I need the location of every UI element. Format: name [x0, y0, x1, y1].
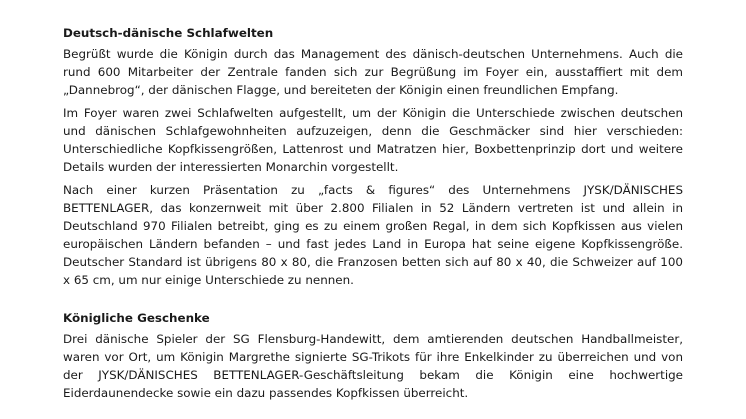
section-geschenke — [63, 309, 683, 402]
paragraph: Im Foyer waren zwei Schlafwelten aufgestellt, um der Königin die Unterschiede zwischen deutschen und dänischen Schlafgewohnheiten aufzuzeigen, denn die Geschmäcker sind hier verschieden: Unterschiedliche Kopfkissengrößen, Lattenrost und Matratzen hier, Boxbettenprinzip dort und weitere Details wurden der interessierten Monarchin vorgestellt. — [63, 106, 683, 174]
paragraph: Begrüßt wurde die Königin durch das Management des dänisch-deutschen Unternehmens. Auch die rund 600 Mitarbeiter der Zentrale fanden sich zur Begrüßung im Foyer ein, ausstaffiert mit dem „Dannebrog“, der dänischen Flagge, und bereiteten der Königin einen freundlichen Empfang. — [63, 47, 683, 97]
section-heading: Königliche Geschenke — [63, 311, 210, 325]
paragraph: Drei dänische Spieler der SG Flensburg-Handewitt, dem amtierenden deutschen Handballmeister, waren vor Ort, um Königin Margrethe signierte SG-Trikots für ihre Enkelkinder zu überreichen und von der JYSK/DÄNISCHES BETTENLAGER-Geschäftsleitung bekam die Königin eine hochwertige Eiderdaunendecke sowie ein dazu passendes Kopfkissen überreicht. — [63, 332, 683, 400]
section-spacer — [63, 294, 683, 309]
paragraph: Nach einer kurzen Präsentation zu „facts & figures“ des Unternehmens JYSK/DÄNISCHES BETTENLAGER, das konzernweit mit über 2.800 Filialen in 52 Ländern vertreten ist und allein in Deutschland 970 Filialen betreibt, ging es zu einem großen Regal, in dem sich Kopfkissen aus vielen europäischen Ländern befanden – und fast jedes Land in Europa hat seine eigene Kopfkissengröße. Deutscher Standard ist übrigens 80 x 80, die Franzosen betten sich auf 80 x 40, die Schweizer auf 100 x 65 cm, um nur einige Unterschiede zu nennen. — [63, 183, 683, 287]
document-body — [63, 24, 683, 407]
section-schlafwelten — [63, 24, 683, 289]
section-heading: Deutsch-dänische Schlafwelten — [63, 26, 274, 40]
